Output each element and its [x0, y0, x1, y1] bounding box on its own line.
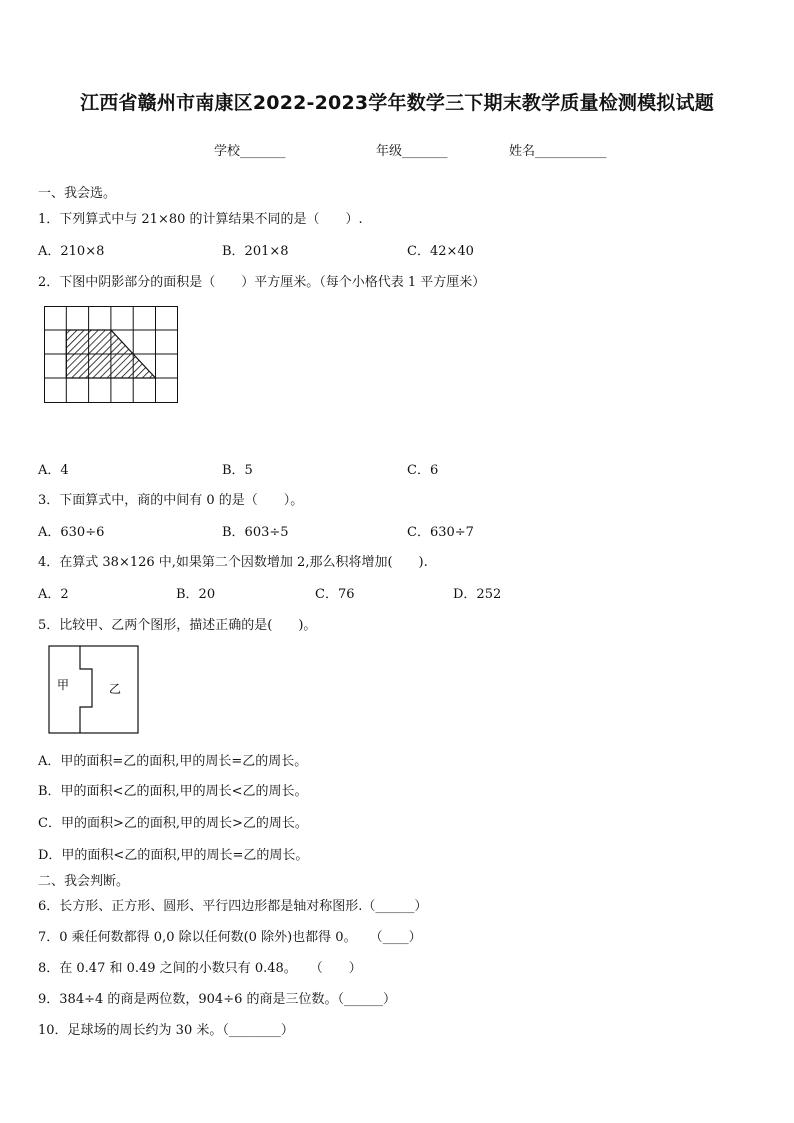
question-3: 3．下面算式中，商的中间有 0 的是（ ）。: [38, 493, 304, 508]
q4-option-c[interactable]: C．76: [315, 587, 355, 602]
q2-option-c[interactable]: C．6: [407, 463, 439, 478]
dividing-line: [80, 646, 92, 733]
q4-option-a[interactable]: A．2: [38, 587, 69, 602]
school-field: [214, 140, 286, 159]
name-field: [509, 140, 607, 159]
label-jia: 甲: [57, 678, 70, 692]
question-8: 8．在 0.47 和 0.49 之间的小数只有 0.48。 （ ）: [38, 961, 362, 976]
question-6: 6．长方形、正方形、圆形、平行四边形都是轴对称图形.（______）: [38, 899, 428, 914]
section1-heading: 一、我会选。: [38, 186, 117, 201]
school-blank[interactable]: _______: [240, 144, 286, 159]
section2-heading: 二、我会判断。: [38, 874, 130, 889]
grade-blank[interactable]: _______: [402, 144, 448, 159]
q4-option-b[interactable]: B．20: [176, 587, 216, 602]
q5-option-a[interactable]: A．甲的面积=乙的面积,甲的周长=乙的周长。: [38, 754, 308, 769]
q1-option-b[interactable]: B．201×8: [222, 244, 289, 259]
question-2: 2．下图中阴影部分的面积是（ ）平方厘米。（每个小格代表 1 平方厘米）: [38, 275, 486, 290]
q1-option-c[interactable]: C．42×40: [407, 244, 474, 259]
grid-lines: [44, 306, 178, 403]
q5-option-b[interactable]: B．甲的面积<乙的面积,甲的周长<乙的周长。: [38, 784, 308, 799]
name-label: 姓名: [509, 144, 536, 159]
label-yi: 乙: [109, 682, 122, 696]
name-blank[interactable]: ___________: [535, 144, 607, 159]
q1-option-a[interactable]: A．210×8: [38, 244, 105, 259]
grid-figure: [44, 306, 178, 404]
question-9: 9．384÷4 的商是两位数，904÷6 的商是三位数。（______）: [38, 992, 396, 1007]
q3-option-a[interactable]: A．630÷6: [38, 525, 105, 540]
q2-option-a[interactable]: A．4: [38, 463, 69, 478]
grade-field: [376, 140, 448, 159]
q4-option-d[interactable]: D．252: [453, 587, 502, 602]
q5-option-d[interactable]: D．甲的面积<乙的面积,甲的周长=乙的周长。: [38, 848, 309, 863]
q3-option-c[interactable]: C．630÷7: [407, 525, 474, 540]
q2-option-b[interactable]: B．5: [222, 463, 253, 478]
shapes-figure: [48, 645, 140, 735]
school-label: 学校: [214, 144, 241, 159]
page-title: 江西省赣州市南康区2022-2023学年数学三下期末教学质量检测模拟试题: [80, 92, 714, 114]
question-5: 5．比较甲、乙两个图形，描述正确的是( )。: [38, 618, 317, 633]
question-7: 7．0 乘任何数都得 0,0 除以任何数(0 除外)也都得 0。 （____）: [38, 930, 422, 945]
question-4: 4．在算式 38×126 中,如果第二个因数增加 2,那么积将增加( ).: [38, 555, 428, 570]
grade-label: 年级: [376, 144, 403, 159]
question-1: 1．下列算式中与 21×80 的计算结果不同的是（ ）.: [38, 212, 363, 227]
q5-option-c[interactable]: C．甲的面积>乙的面积,甲的周长>乙的周长。: [38, 816, 308, 831]
question-10: 10．足球场的周长约为 30 米。（________）: [38, 1023, 294, 1038]
q3-option-b[interactable]: B．603÷5: [222, 525, 289, 540]
